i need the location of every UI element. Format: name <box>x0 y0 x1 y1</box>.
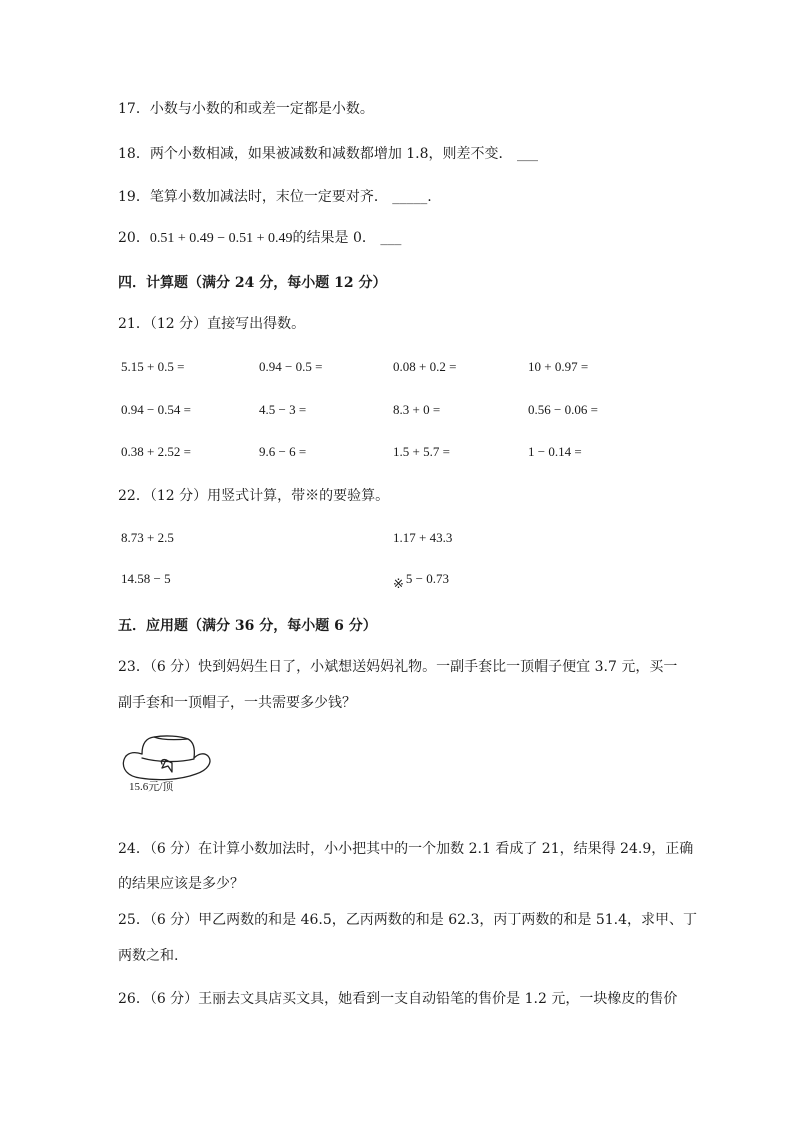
question-26-line-1 <box>118 990 677 1008</box>
q21-item: 9.6 − 6 = <box>259 444 307 459</box>
question-22-text: 22．（12 分）用竖式计算，带※的要验算。 <box>118 488 390 504</box>
question-24-text-1: 24．（6 分）在计算小数加法时，小小把其中的一个加数 2.1 看成了 21，结果得 24.9，正确 <box>118 841 694 857</box>
question-19 <box>118 188 432 206</box>
section-4-heading-text: 四．计算题（满分 24 分，每小题 12 分） <box>118 275 387 291</box>
q21-item: 0.08 + 0.2 = <box>393 359 457 374</box>
question-18-text: 18．两个小数相减，如果被减数和减数都增加 1.8，则差不变． <box>118 146 513 162</box>
question-24-text-2: 的结果应该是多少？ <box>118 876 244 892</box>
question-20-text: 的结果是 0． <box>292 230 376 246</box>
q21-item: 0.38 + 2.52 = <box>121 444 191 459</box>
question-21-text: 21．（12 分）直接写出得数。 <box>118 316 306 332</box>
question-22 <box>118 487 389 505</box>
question-19-text: 19．笔算小数加减法时，末位一定要对齐． <box>118 189 388 205</box>
answer-blank[interactable]: ___ <box>380 230 402 246</box>
question-25-line-2 <box>118 947 178 965</box>
q22-item: 5 − 0.73 <box>405 571 449 586</box>
hat-price-caption: 15.6元/顶 <box>129 781 174 793</box>
section-4-heading <box>118 274 386 292</box>
question-17 <box>118 100 374 118</box>
answer-blank[interactable]: ___ <box>516 146 538 162</box>
question-21 <box>118 315 305 333</box>
q21-item: 10 + 0.97 = <box>528 359 589 374</box>
question-26-text-1: 26．（6 分）王丽去文具店买文具，她看到一支自动铅笔的售价是 1.2 元，一块橡皮的售价 <box>118 991 678 1007</box>
question-20-expression: 0.51 + 0.49 − 0.51 + 0.49 <box>149 231 293 246</box>
question-25-text-1: 25．（6 分）甲乙两数的和是 46.5，乙丙两数的和是 62.3，丙丁两数的和是 51.4，求甲、丁 <box>118 912 698 928</box>
q22-item: 14.58 − 5 <box>121 571 171 586</box>
question-20-number: 20． <box>118 230 150 246</box>
question-25-text-2: 两数之和. <box>118 948 179 964</box>
q22-item: 8.73 + 2.5 <box>121 530 174 545</box>
check-mark-icon: ※ <box>393 576 404 591</box>
section-5-heading-text: 五．应用题（满分 36 分，每小题 6 分） <box>118 618 377 634</box>
q21-item: 0.94 − 0.54 = <box>121 402 191 417</box>
q22-item: 1.17 + 43.3 <box>393 530 453 545</box>
answer-blank[interactable]: _____ <box>392 189 428 205</box>
q21-item: 5.15 + 0.5 = <box>121 359 185 374</box>
question-23-text-1: 23．（6 分）快到妈妈生日了，小斌想送妈妈礼物。一副手套比一顶帽子便宜 3.7 元，买一 <box>118 659 678 675</box>
question-23-line-1 <box>118 658 677 676</box>
q21-item: 8.3 + 0 = <box>393 402 441 417</box>
question-25-line-1 <box>118 911 697 929</box>
q22-item-check <box>393 571 449 591</box>
q21-item: 4.5 − 3 = <box>259 402 307 417</box>
question-24-line-1 <box>118 840 693 858</box>
question-17-text: 17．小数与小数的和或差一定都是小数。 <box>118 101 374 117</box>
section-5-heading <box>118 617 377 635</box>
question-19-end: . <box>427 189 432 205</box>
q21-item: 1.5 + 5.7 = <box>393 444 450 459</box>
q21-item: 0.94 − 0.5 = <box>259 359 323 374</box>
question-20 <box>118 229 401 248</box>
q21-item: 1 − 0.14 = <box>528 444 582 459</box>
question-24-line-2 <box>118 875 244 893</box>
question-18 <box>118 145 538 163</box>
question-23-line-2 <box>118 694 356 712</box>
q21-item: 0.56 − 0.06 = <box>528 402 598 417</box>
question-23-text-2: 副手套和一顶帽子，一共需要多少钱？ <box>118 695 356 711</box>
